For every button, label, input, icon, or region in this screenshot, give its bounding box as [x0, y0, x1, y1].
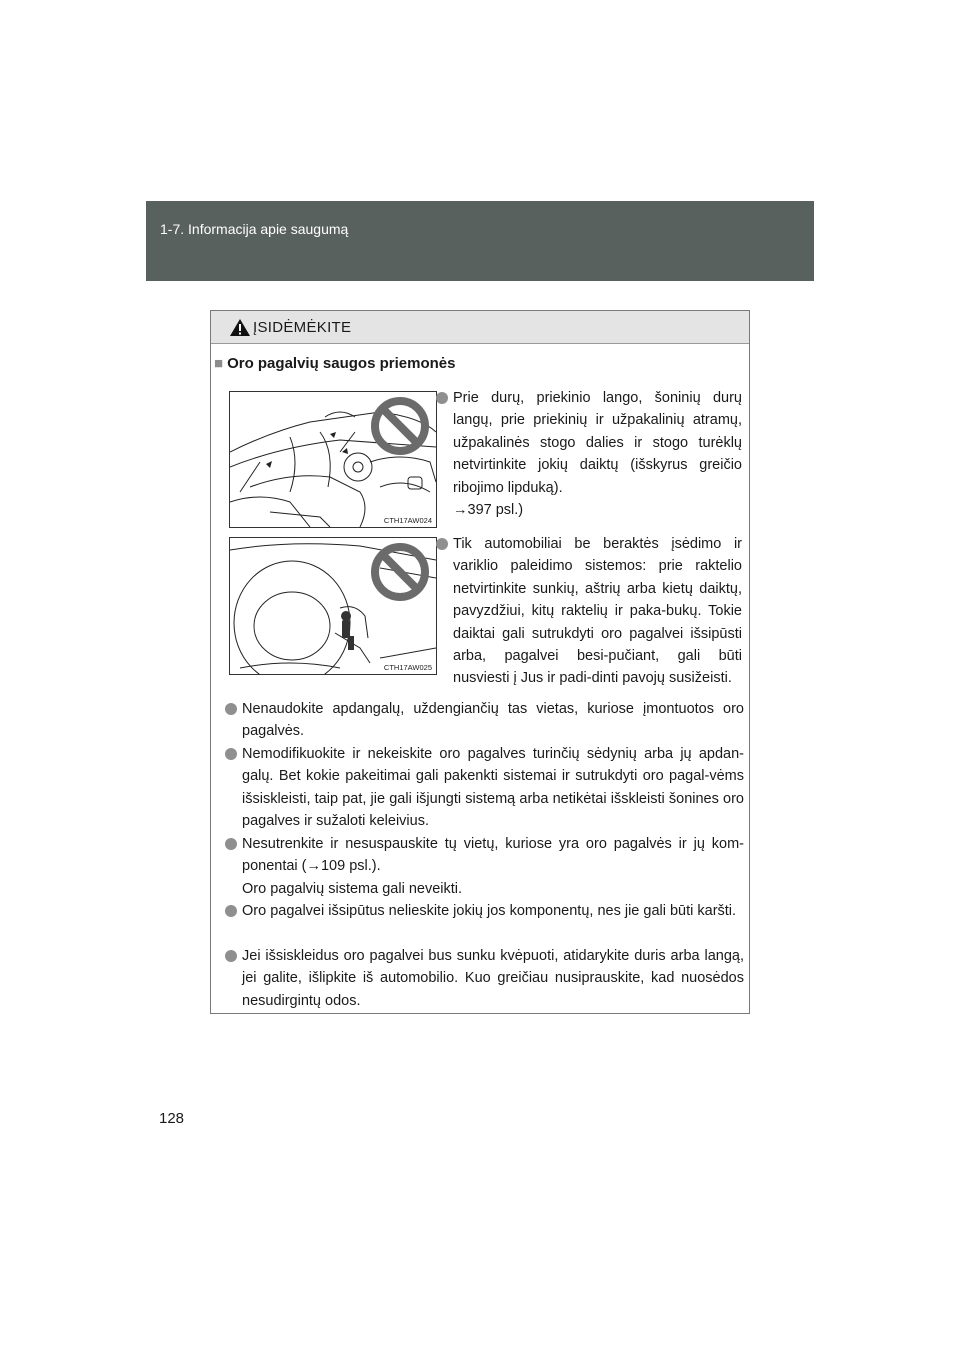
- no-entry-icon: [370, 542, 430, 602]
- bullet-dot: [225, 905, 237, 917]
- caution-box: [210, 310, 750, 1014]
- bullet-dot: [225, 748, 237, 760]
- bullet-text: Nemodifikuokite ir nekeiskite oro pagalves turinčių sėdynių arba jų apdan-galų. Bet kokie pakeitimai gali pakenkti sistemai ir sutrukdyti oro pagal-vėms išsiskleisti, taip pat, jie gali išjungti sistemą arba netikėtai išskleisti šonines oro pagalves ir sužaloti keleivius.: [242, 746, 744, 830]
- page-number: 128: [159, 1110, 185, 1127]
- section-title-text: Oro pagalvių saugos priemonės: [227, 355, 456, 372]
- warning-triangle-icon: [229, 318, 251, 337]
- bullet-text: Nenaudokite apdangalų, uždengiančių tas vietas, kuriose įmontuotos oro pagalvės.: [242, 701, 744, 740]
- bullet-item: [225, 743, 744, 833]
- bullet-text: Oro pagalvei išsipūtus nelieskite jokių jos komponentų, nes jie gali būti karšti.: [242, 903, 737, 919]
- bullet-text: Nesutrenkite ir nesuspauskite tų vietų, kuriose yra oro pagalvės ir jų kom-ponentai (→109 psl.). Oro pagalvių sistema gali neveikti.: [242, 836, 744, 897]
- bullet-item: [436, 533, 742, 690]
- bullet-text: Jei išsiskleidus oro pagalvei bus sunku kvėpuoti, atidarykite duris arba langą, jei galite, išlipkite iš automobilio. Kuo greičiau nusiprauskite, kad nuosėdos nesudirgintų odos.: [242, 948, 744, 1009]
- bullet-text: Prie durų, priekinio lango, šoninių durų langų, prie priekinių ir užpakalinių atramų, užpakalinės stogo dalies ir stogo turėklų netvirtinkite jokių daiktų (išskyrus greičio ribojimo lipduką). →397 psl.): [453, 390, 742, 519]
- figure-code: CTH17AW025: [383, 663, 432, 672]
- bullet-item: [225, 900, 744, 922]
- caution-header: [211, 311, 749, 344]
- chapter-header-band: [146, 201, 814, 281]
- bullet-item: [225, 833, 744, 900]
- no-entry-icon: [370, 396, 430, 456]
- figure-key-no-objects: [229, 537, 437, 675]
- bullet-dot: [436, 538, 448, 550]
- bullet-dot: [436, 392, 448, 404]
- bullet-dot: [225, 950, 237, 962]
- bullet-item: [436, 387, 742, 521]
- bullet-text: Tik automobiliai be beraktės įsėdimo ir variklio paleidimo sistemos: prie raktelio netvirtinkite sunkių, aštrių arba kietų daiktų, pavyzdžiui, kitų raktelių ir paka-bukų. Tokie daiktai gali sutrukdyti oro pagalvei išsipūsti arba, pagalvei besi-pučiant, gali būti nusviesti į Jus ir padi-dinti pavojų susižeisti.: [453, 536, 742, 687]
- bullet-item: [225, 698, 744, 743]
- bullet-item: [225, 945, 744, 1012]
- bullet-dot: [225, 703, 237, 715]
- chapter-title: 1-7. Informacija apie saugumą: [160, 221, 349, 237]
- caution-title: ĮSIDĖMĖKITE: [253, 319, 352, 336]
- figure-code: CTH17AW024: [383, 516, 432, 525]
- figure-interior-no-objects: [229, 391, 437, 528]
- bullet-dot: [225, 838, 237, 850]
- section-title: [214, 355, 455, 372]
- square-bullet-icon: ■: [214, 355, 224, 372]
